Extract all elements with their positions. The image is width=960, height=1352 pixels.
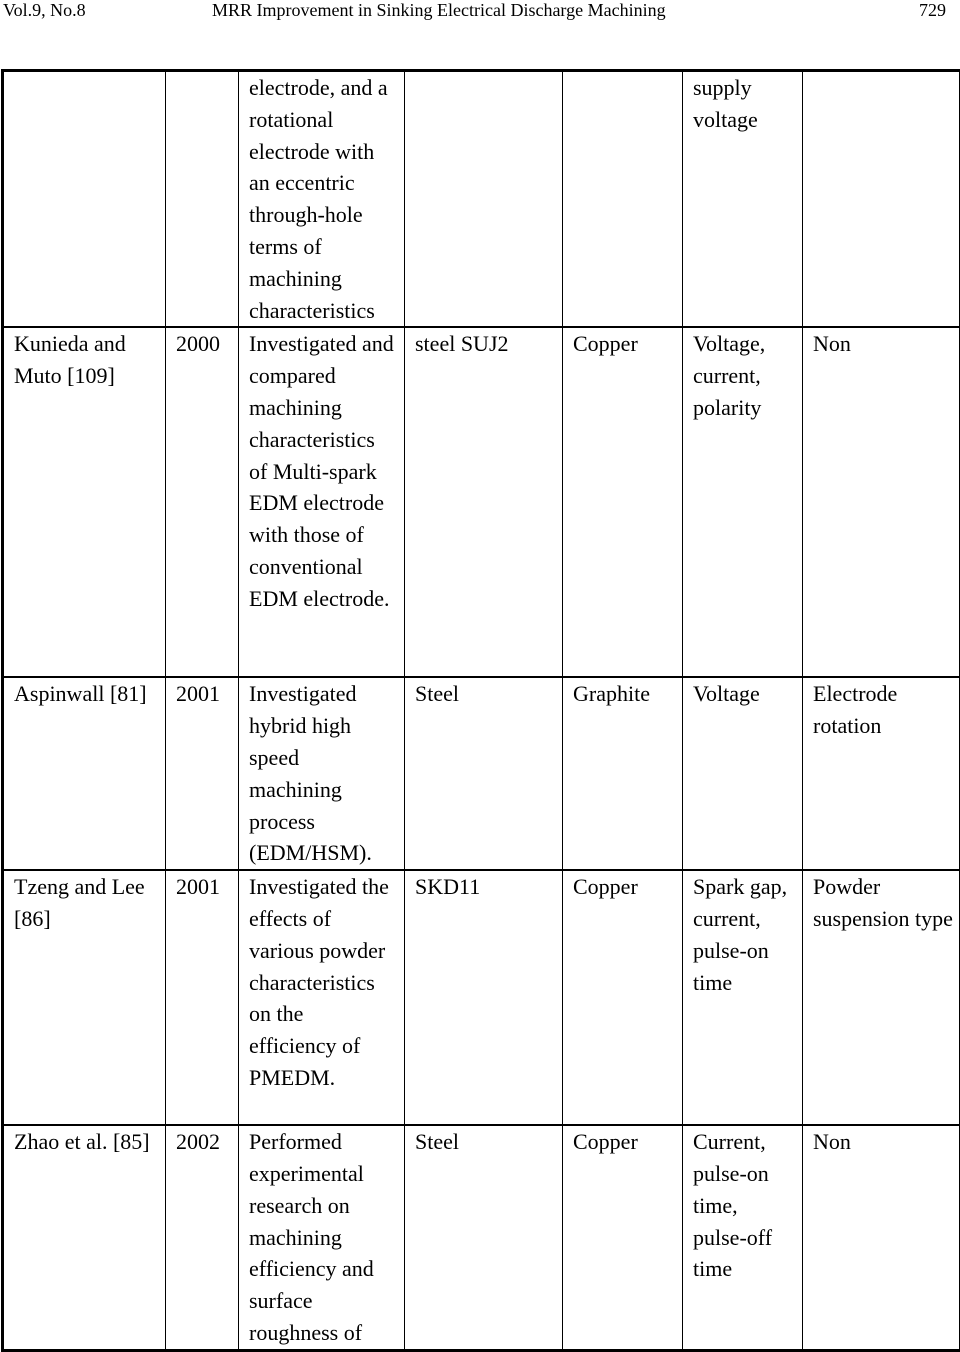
description-text: Investigated the effects of various powder characteristics on the efficiency of PMEDM. [249, 871, 395, 1094]
description-cell [239, 327, 405, 677]
electrode-cell [563, 327, 683, 677]
running-header [0, 0, 960, 24]
running-title: MRR Improvement in Sinking Electrical Discharge Machining [212, 0, 666, 20]
year-cell [166, 71, 239, 328]
literature-review-table [1, 69, 960, 1352]
other-cell [803, 327, 960, 677]
journal-volume: Vol.9, No.8 [3, 0, 86, 20]
page-number: 729 [919, 0, 946, 20]
year-cell [166, 870, 239, 1125]
other-cell [803, 677, 960, 870]
parameters-text: Voltage, current, polarity [693, 328, 789, 423]
parameters-text: supply voltage [693, 72, 789, 136]
electrode-cell [563, 71, 683, 328]
other-text: Non [813, 1126, 955, 1158]
description-cell [239, 870, 405, 1125]
table-row [3, 677, 960, 870]
other-text: Powder suspension type [813, 871, 955, 935]
electrode-text: Graphite [573, 678, 678, 710]
table-row [3, 1125, 960, 1350]
other-cell [803, 870, 960, 1125]
table-row [3, 327, 960, 677]
other-text: Electrode rotation [813, 678, 955, 742]
author-cell [3, 327, 166, 677]
parameters-text: Current, pulse-on time, pulse-off time [693, 1126, 789, 1285]
workpiece-text: Steel [415, 1126, 558, 1158]
author-cell [3, 677, 166, 870]
parameters-cell [683, 71, 803, 328]
year-text: 2001 [176, 678, 234, 710]
description-text: Performed experimental research on machining efficiency and surface roughness of [249, 1126, 395, 1349]
workpiece-cell [405, 327, 563, 677]
parameters-cell [683, 1125, 803, 1350]
workpiece-text: steel SUJ2 [415, 328, 558, 360]
workpiece-text: Steel [415, 678, 558, 710]
other-cell [803, 71, 960, 328]
description-text: Investigated hybrid high speed machining process (EDM/HSM). [249, 678, 395, 869]
electrode-text: Copper [573, 1126, 678, 1158]
parameters-text: Voltage [693, 678, 789, 710]
description-text: Investigated and compared machining characteristics of Multi-spark EDM electrode with those of conventional EDM electrode. [249, 328, 395, 614]
author-text: Tzeng and Lee [86] [14, 871, 154, 935]
electrode-cell [563, 677, 683, 870]
table-row [3, 870, 960, 1125]
parameters-cell [683, 677, 803, 870]
description-cell [239, 71, 405, 328]
electrode-cell [563, 870, 683, 1125]
year-text: 2001 [176, 871, 234, 903]
parameters-text: Spark gap, current, pulse-on time [693, 871, 789, 998]
table-row [3, 71, 960, 328]
workpiece-text: SKD11 [415, 871, 558, 903]
author-text: Zhao et al. [85] [14, 1126, 154, 1158]
author-cell [3, 1125, 166, 1350]
author-text: Kunieda and Muto [109] [14, 328, 154, 392]
parameters-cell [683, 870, 803, 1125]
other-text: Non [813, 328, 955, 360]
electrode-cell [563, 1125, 683, 1350]
author-cell [3, 71, 166, 328]
year-cell [166, 677, 239, 870]
workpiece-cell [405, 677, 563, 870]
electrode-text: Copper [573, 328, 678, 360]
workpiece-cell [405, 870, 563, 1125]
author-text: Aspinwall [81] [14, 678, 154, 710]
workpiece-cell [405, 71, 563, 328]
author-cell [3, 870, 166, 1125]
year-text: 2002 [176, 1126, 234, 1158]
other-cell [803, 1125, 960, 1350]
year-cell [166, 1125, 239, 1350]
year-cell [166, 327, 239, 677]
electrode-text: Copper [573, 871, 678, 903]
parameters-cell [683, 327, 803, 677]
description-text: electrode, and a rotational electrode with an eccentric through-hole terms of machining characteristics [249, 72, 395, 326]
description-cell [239, 677, 405, 870]
description-cell [239, 1125, 405, 1350]
year-text: 2000 [176, 328, 234, 360]
workpiece-cell [405, 1125, 563, 1350]
